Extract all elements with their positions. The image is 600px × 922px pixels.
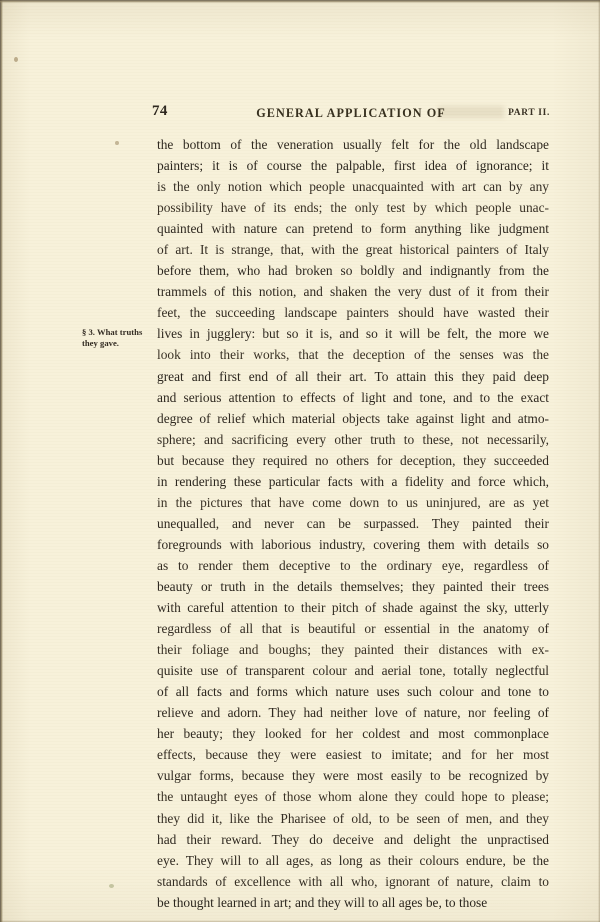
body-text-line-content: trammels of this notion, and shaken the very dust of it from their xyxy=(157,284,549,300)
body-text-line-content: quisite use of transparent colour and aerial tone, totally neglectful xyxy=(157,663,549,679)
body-text-line xyxy=(157,808,549,829)
body-text-line xyxy=(157,323,549,344)
body-text-line-content: feet, the succeeding landscape painters should have wasted their xyxy=(157,305,549,321)
body-text-line-content: is the only notion which people unacquainted with art can by any xyxy=(157,179,549,195)
body-text-line xyxy=(157,239,549,260)
body-text-line xyxy=(157,471,549,492)
paper-foxing-spot xyxy=(109,884,114,888)
scan-edge-top xyxy=(0,0,600,3)
page-number: 74 xyxy=(152,103,168,119)
body-text-line-content: degree of relief which material objects take against light and atmo- xyxy=(157,410,549,426)
body-text-line-content: with careful attention to their pitch of shade against the sky, utterly xyxy=(157,600,549,616)
paper-foxing-spot xyxy=(115,141,119,145)
body-text-line xyxy=(157,765,549,786)
scan-edge-left xyxy=(0,0,3,922)
body-text-line xyxy=(157,492,549,513)
body-text-line xyxy=(157,197,549,218)
body-text-line xyxy=(157,829,549,850)
body-text-line-content: and serious attention to effects of light and tone, and to the exact xyxy=(157,389,549,405)
body-text-line-content: had their reward. They do deceive and delight the unpractised xyxy=(157,831,549,847)
body-text-line-content: quainted with nature can pretend to form anything like judgment xyxy=(157,221,549,237)
body-text-line xyxy=(157,576,549,597)
body-text-line-content: painters; it is of course the palpable, first idea of ignorance; it xyxy=(157,158,549,174)
body-text-line-content: beauty or truth in the details themselves; they painted their trees xyxy=(157,578,549,594)
body-text-line-content: eye. They will to all ages, as long as their colours endure, be the xyxy=(157,852,549,868)
body-text-line-content: the bottom of the veneration usually felt for the old landscape xyxy=(157,137,549,152)
body-text-line-content: be thought learned in art; and they will to all ages be, to those xyxy=(157,894,488,910)
body-text-line xyxy=(157,597,549,618)
body-text-line xyxy=(157,639,549,660)
body-text-line-content: regardless of all that is beautiful or essential in the anatomy of xyxy=(157,621,549,637)
body-text-block xyxy=(157,134,549,913)
body-text-line-content: their foliage and boughs; they painted their distances with ex- xyxy=(157,642,549,658)
body-text-line xyxy=(157,429,549,450)
body-text-line xyxy=(157,513,549,534)
running-head-part: PART II. xyxy=(508,108,550,118)
body-text-line xyxy=(157,744,549,765)
body-text-line-content: they did it, like the Pharisee of old, to be seen of men, and they xyxy=(157,810,549,826)
body-text-line xyxy=(157,344,549,365)
body-text-line xyxy=(157,176,549,197)
running-head-title: GENERAL APPLICATION OF xyxy=(256,105,446,121)
running-head xyxy=(152,103,550,123)
body-text-line-content: the untaught eyes of those whom alone they could hope to please; xyxy=(157,789,549,805)
body-text-line-content: but because they required no others for deception, they succeeded xyxy=(157,452,549,468)
body-text-line xyxy=(157,681,549,702)
body-text-line-content: vulgar forms, because they were most easily to be recognized by xyxy=(157,768,549,784)
body-text-line-content: look into their works, that the deception of the senses was the xyxy=(157,347,549,363)
body-text-line-content: standards of excellence with all who, ignorant of nature, claim to xyxy=(157,873,549,889)
body-text-line xyxy=(157,260,549,281)
body-text-line-content: unequalled, and never can be surpassed. They painted their xyxy=(157,515,549,531)
body-text-line-content: possibility have of its ends; the only test by which people unac- xyxy=(157,200,549,216)
body-text-line xyxy=(157,786,549,807)
paper-foxing-spot xyxy=(14,57,18,62)
body-text-line-content: foregrounds with laborious industry, covering them with details so xyxy=(157,536,549,552)
body-text-line xyxy=(157,218,549,239)
body-text-line-content: her beauty; they looked for her coldest and most commonplace xyxy=(157,726,549,742)
body-text-line xyxy=(157,723,549,744)
body-text-line xyxy=(157,892,549,913)
body-text-line-content: relieve and adorn. They had neither love of nature, nor feeling of xyxy=(157,705,549,721)
body-text-line xyxy=(157,555,549,576)
body-text-line xyxy=(157,366,549,387)
body-text-line-content: great and first end of all their art. To attain this they paid deep xyxy=(157,368,549,384)
body-text-line xyxy=(157,387,549,408)
body-text-line xyxy=(157,408,549,429)
body-text-line-content: in rendering these particular facts with a fidelity and force which, xyxy=(157,473,549,489)
body-text-line-content: sphere; and sacrificing every other truth to these, not necessarily, xyxy=(157,431,549,447)
body-text-line xyxy=(157,534,549,555)
body-text-line-content: lives in jugglery: but so it is, and so it will be felt, the more we xyxy=(157,326,549,342)
marginal-note: § 3. What truths they gave. xyxy=(82,327,143,349)
body-text-line-content: in the pictures that have come down to us uninjured, are as yet xyxy=(157,494,549,510)
body-text-line xyxy=(157,281,549,302)
body-text-line xyxy=(157,302,549,323)
body-text-line xyxy=(157,155,549,176)
body-text-line xyxy=(157,134,549,155)
body-text-line xyxy=(157,702,549,723)
body-text-line xyxy=(157,850,549,871)
body-text-line-content: effects, because they were easiest to imitate; and for her most xyxy=(157,747,549,763)
body-text-line xyxy=(157,450,549,471)
body-text-line xyxy=(157,618,549,639)
body-text-line-content: as to render them deceptive to the ordinary eye, regardless of xyxy=(157,557,549,573)
body-text-line xyxy=(157,871,549,892)
body-text-line-content: of art. It is strange, that, with the great historical painters of Italy xyxy=(157,242,549,258)
body-text-line xyxy=(157,660,549,681)
body-text-line-content: before them, who had broken so boldly and indignantly from the xyxy=(157,263,549,279)
body-text-line-content: of all facts and forms which nature uses such colour and tone to xyxy=(157,684,549,700)
